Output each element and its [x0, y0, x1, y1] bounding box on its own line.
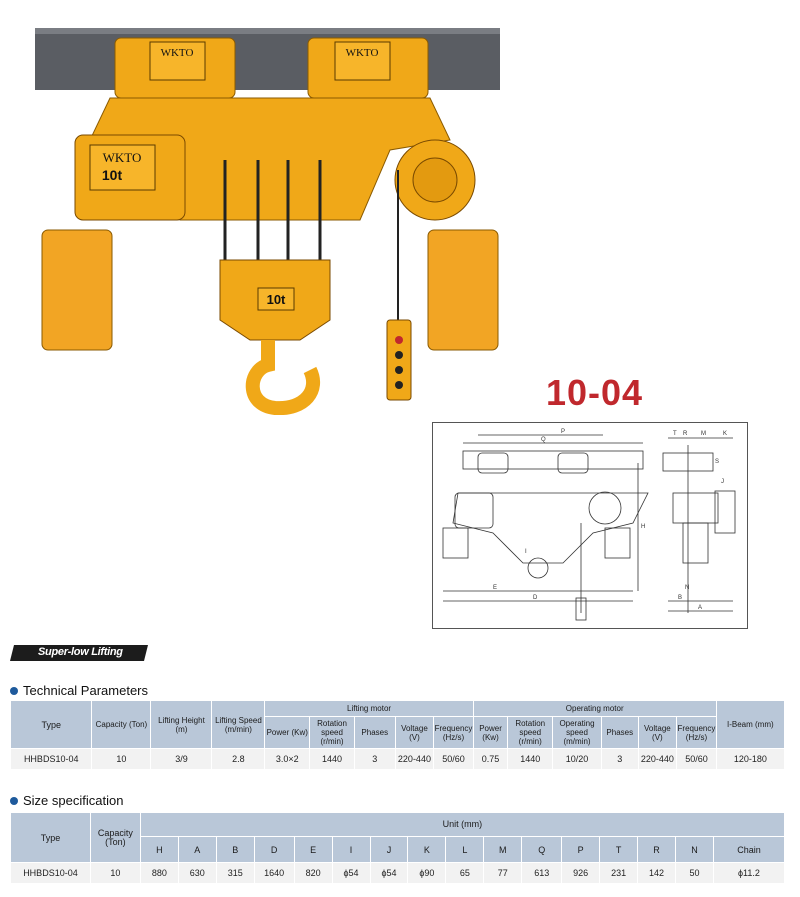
cell-lift-height: 3/9 — [151, 749, 212, 770]
dim-letter-n: N — [685, 585, 690, 591]
th-t: T — [600, 837, 638, 863]
cell-ibeam: 120-180 — [716, 749, 784, 770]
th-p: P — [562, 837, 600, 863]
cell-l: 65 — [446, 863, 484, 884]
th-n: N — [676, 837, 714, 863]
cell-lift-rotation: 1440 — [310, 749, 355, 770]
th-lift-frequency: Frequency (Hz/s) — [434, 717, 473, 749]
th-lift-phases: Phases — [354, 717, 395, 749]
technical-parameters-table — [10, 700, 785, 770]
cell-op-phases: 3 — [601, 749, 638, 770]
size-specification-table — [10, 812, 785, 884]
cell-size-capacity: 10 — [90, 863, 140, 884]
technical-drawing — [432, 422, 748, 629]
th-capacity: Capacity (Ton) — [92, 701, 151, 749]
cell-op-rotation: 1440 — [508, 749, 553, 770]
cell-t: 231 — [600, 863, 638, 884]
th-m: M — [484, 837, 522, 863]
th-op-frequency: Frequency (Hz/s) — [677, 717, 716, 749]
th-e: E — [294, 837, 332, 863]
th-chain: Chain — [713, 837, 784, 863]
th-ibeam: I-Beam (mm) — [716, 701, 784, 749]
chain-bag-right — [428, 230, 498, 350]
cell-a: 630 — [178, 863, 216, 884]
cell-lift-power: 3.0×2 — [265, 749, 310, 770]
ribbon-label: Super-low Lifting — [38, 646, 123, 658]
bullet-icon — [10, 797, 18, 805]
dim-letter-m: M — [701, 431, 706, 437]
cell-chain: ϕ11.2 — [713, 863, 784, 884]
table-row — [11, 863, 785, 884]
cell-n: 50 — [676, 863, 714, 884]
th-type: Type — [11, 701, 92, 749]
th-operating-motor: Operating motor — [473, 701, 716, 717]
cell-q: 613 — [522, 863, 562, 884]
th-i: I — [332, 837, 370, 863]
cell-size-type: HHBDS10-04 — [11, 863, 91, 884]
th-unit: Unit (mm) — [140, 813, 784, 837]
th-lifting-speed: Lifting Speed (m/min) — [212, 701, 265, 749]
cell-h: 880 — [140, 863, 178, 884]
th-lift-voltage: Voltage (V) — [395, 717, 434, 749]
th-r: R — [638, 837, 676, 863]
chain-bag-left — [42, 230, 112, 350]
cell-r: 142 — [638, 863, 676, 884]
hoist-product-photo — [30, 20, 510, 415]
cell-op-frequency: 50/60 — [677, 749, 716, 770]
i-beam — [35, 28, 500, 90]
cell-op-speed: 10/20 — [553, 749, 602, 770]
logo-text-right: WKTO — [345, 47, 379, 59]
th-lifting-motor: Lifting motor — [265, 701, 473, 717]
technical-parameters-title: Technical Parameters — [23, 683, 148, 698]
th-op-phases: Phases — [601, 717, 638, 749]
capacity-mark-motor: 10t — [101, 167, 123, 183]
dim-letter-k: K — [723, 431, 728, 437]
cell-op-power: 0.75 — [473, 749, 508, 770]
dim-letter-h: H — [641, 524, 646, 530]
cell-i: ϕ54 — [332, 863, 370, 884]
dim-letter-b: B — [678, 595, 683, 601]
table-row — [11, 749, 785, 770]
th-d: D — [254, 837, 294, 863]
th-b: B — [216, 837, 254, 863]
cell-lift-phases: 3 — [354, 749, 395, 770]
cell-capacity: 10 — [92, 749, 151, 770]
drawing-svg — [433, 423, 747, 628]
cell-b: 315 — [216, 863, 254, 884]
th-size-type: Type — [11, 813, 91, 863]
dim-letter-q: Q — [541, 437, 546, 443]
dim-letter-a: A — [698, 605, 703, 611]
dim-letter-t: T — [673, 431, 677, 437]
cell-lift-frequency: 50/60 — [434, 749, 473, 770]
super-low-lifting-ribbon — [10, 643, 150, 663]
dim-letter-e: E — [493, 585, 498, 591]
cell-p: 926 — [562, 863, 600, 884]
th-j: J — [370, 837, 408, 863]
capacity-mark-block: 10t — [266, 292, 286, 307]
dim-letter-r: R — [683, 431, 688, 437]
th-q: Q — [522, 837, 562, 863]
cell-d: 1640 — [254, 863, 294, 884]
th-l: L — [446, 837, 484, 863]
dim-letter-p: P — [561, 429, 566, 435]
dim-letter-i: I — [525, 549, 527, 555]
cell-lift-voltage: 220-440 — [395, 749, 434, 770]
bullet-icon — [10, 687, 18, 695]
size-specification-heading — [10, 793, 123, 808]
th-lift-power: Power (Kw) — [265, 717, 310, 749]
th-op-power: Power (Kw) — [473, 717, 508, 749]
cell-type: HHBDS10-04 — [11, 749, 92, 770]
th-op-rotation: Rotation speed (r/min) — [508, 717, 553, 749]
th-lift-rotation: Rotation speed (r/min) — [310, 717, 355, 749]
cell-e: 820 — [294, 863, 332, 884]
technical-parameters-heading — [10, 683, 148, 698]
cell-k: ϕ90 — [408, 863, 446, 884]
logo-text-left: WKTO — [160, 47, 194, 59]
th-lifting-height: Lifting Height (m) — [151, 701, 212, 749]
size-specification-title: Size specification — [23, 793, 124, 808]
th-k: K — [408, 837, 446, 863]
dim-letter-d: D — [533, 595, 538, 601]
hook — [253, 340, 313, 408]
th-size-capacity: Capacity (Ton) — [90, 813, 140, 863]
dim-letter-s: S — [715, 459, 720, 465]
cell-j: ϕ54 — [370, 863, 408, 884]
cell-op-voltage: 220-440 — [638, 749, 677, 770]
cell-m: 77 — [484, 863, 522, 884]
th-op-speed: Operating speed (m/min) — [553, 717, 602, 749]
cell-lift-speed: 2.8 — [212, 749, 265, 770]
logo-text-motor: WKTO — [102, 150, 142, 165]
th-h: H — [140, 837, 178, 863]
th-op-voltage: Voltage (V) — [638, 717, 677, 749]
model-number: 10-04 — [546, 372, 644, 413]
dim-letter-j: J — [721, 479, 724, 485]
th-a: A — [178, 837, 216, 863]
